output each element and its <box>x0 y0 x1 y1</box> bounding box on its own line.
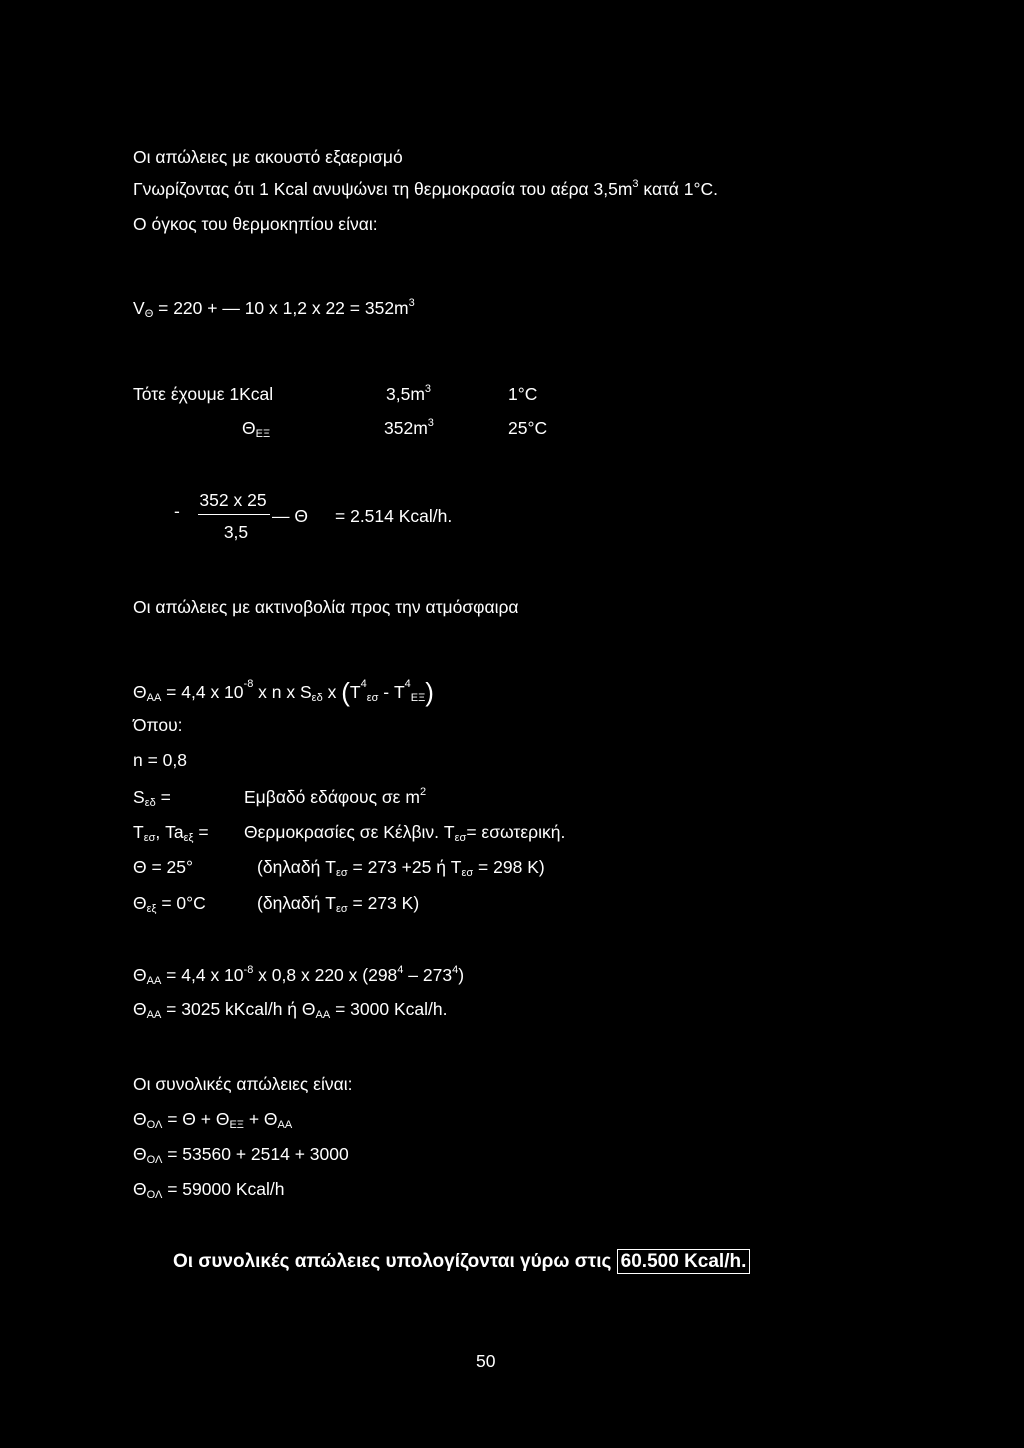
total-sum: $\Theta_{O\Lambda} = 53560 + 2514 + 3000$ <box>133 1144 349 1166</box>
theta-ex-description: (δηλαδή $T_{\varepsilon\sigma} = 273$ K) <box>257 893 420 915</box>
where-label: Όπου: <box>133 715 183 735</box>
s-label: $S_{\varepsilon\delta}$ = <box>133 787 171 809</box>
fraction-result: = 2.514 Kcal/h. <box>335 506 453 526</box>
volume-equation: $V_\Theta = 220$ + — 10 x 1,2 x $22 = 352m^3$ <box>133 297 415 320</box>
radiation-result: $\Theta_{AA} = 3025$ kKcal/h ή $\Theta_{AA} = 3000$ Kcal/h. <box>133 999 448 1021</box>
fraction-numerator: 352 x 25 <box>199 490 267 510</box>
conclusion-value: 60.500 Kcal/h. <box>617 1249 751 1274</box>
radiation-calculation: $\Theta_{AA} = 4,4$ x $10^{-8}$ x 0,8 x 220 x $(298^4 - 273^4)$ <box>133 964 465 987</box>
t-label: $T_{\varepsilon\sigma}$, $Ta_{\varepsilon\xi}$ = <box>133 822 209 844</box>
proportion-row2-label: $\Theta_{E\Xi}$ <box>242 418 271 440</box>
fraction-symbol: — Θ <box>272 506 308 526</box>
theta-description: (δηλαδή $T_{\varepsilon\sigma} = 273 +25$ ή $T_{\varepsilon\sigma} = 298$ K) <box>257 857 545 879</box>
proportion-row2-volume: $352m^3$ <box>384 417 434 438</box>
proportion-label: Τότε έχουμε 1Kcal <box>133 384 274 404</box>
theta-label: Θ = 25° <box>133 857 194 877</box>
kcal-statement: Γνωρίζοντας ότι 1 Kcal ανυψώνει τη θερμοκρασία του αέρα $3,5m^3$ κατά 1°C. <box>133 178 718 199</box>
ventilation-heading: Οι απώλειες με ακουστό εξαερισμό <box>133 147 403 167</box>
theta-ex-label: $\Theta_{\varepsilon\xi} = 0^\circ C$ <box>133 893 206 915</box>
total-formula: $\Theta_{O\Lambda} = \Theta + \Theta_{E\Xi} + \Theta_{AA}$ <box>133 1109 293 1131</box>
conclusion: Οι συνολικές απώλειες υπολογίζονται γύρω στις 60.500 Kcal/h. <box>173 1251 750 1273</box>
fraction-dash: - <box>174 501 180 521</box>
volume-intro: Ο όγκος του θερμοκηπίου είναι: <box>133 214 378 234</box>
radiation-heading: Οι απώλειες με ακτινοβολία προς την ατμόσφαιρα <box>133 597 519 617</box>
radiation-formula: $\Theta_{AA} = 4,4$ x $10^{-8}$ x n x $S_{\varepsilon\delta}$ x $(T^4_{\varepsilon\sigma} - T^4_{E\Xi})$ <box>133 677 434 707</box>
total-result: $\Theta_{O\Lambda} = 59000$ Kcal/h <box>133 1179 285 1201</box>
page-number: 50 <box>476 1351 496 1371</box>
proportion-row1-volume: $3,5m^3$ <box>386 383 432 404</box>
total-heading: Οι συνολικές απώλειες είναι: <box>133 1074 353 1094</box>
fraction-bar <box>198 514 270 515</box>
t-description: Θερμοκρασίες σε Κέλβιν. $T_{\varepsilon\sigma}= \varepsilon\sigma\omega\tau\varepsilon\rho\iota\kappa ή$. <box>244 822 566 844</box>
fraction-denominator: 3,5 <box>223 522 249 542</box>
n-definition: n = 0,8 <box>133 750 188 770</box>
s-description: Εμβαδό εδάφους σε $m^2$ <box>244 786 427 807</box>
proportion-row1-temp: 1°C <box>508 384 538 404</box>
proportion-row2-temp: 25°C <box>508 418 548 438</box>
